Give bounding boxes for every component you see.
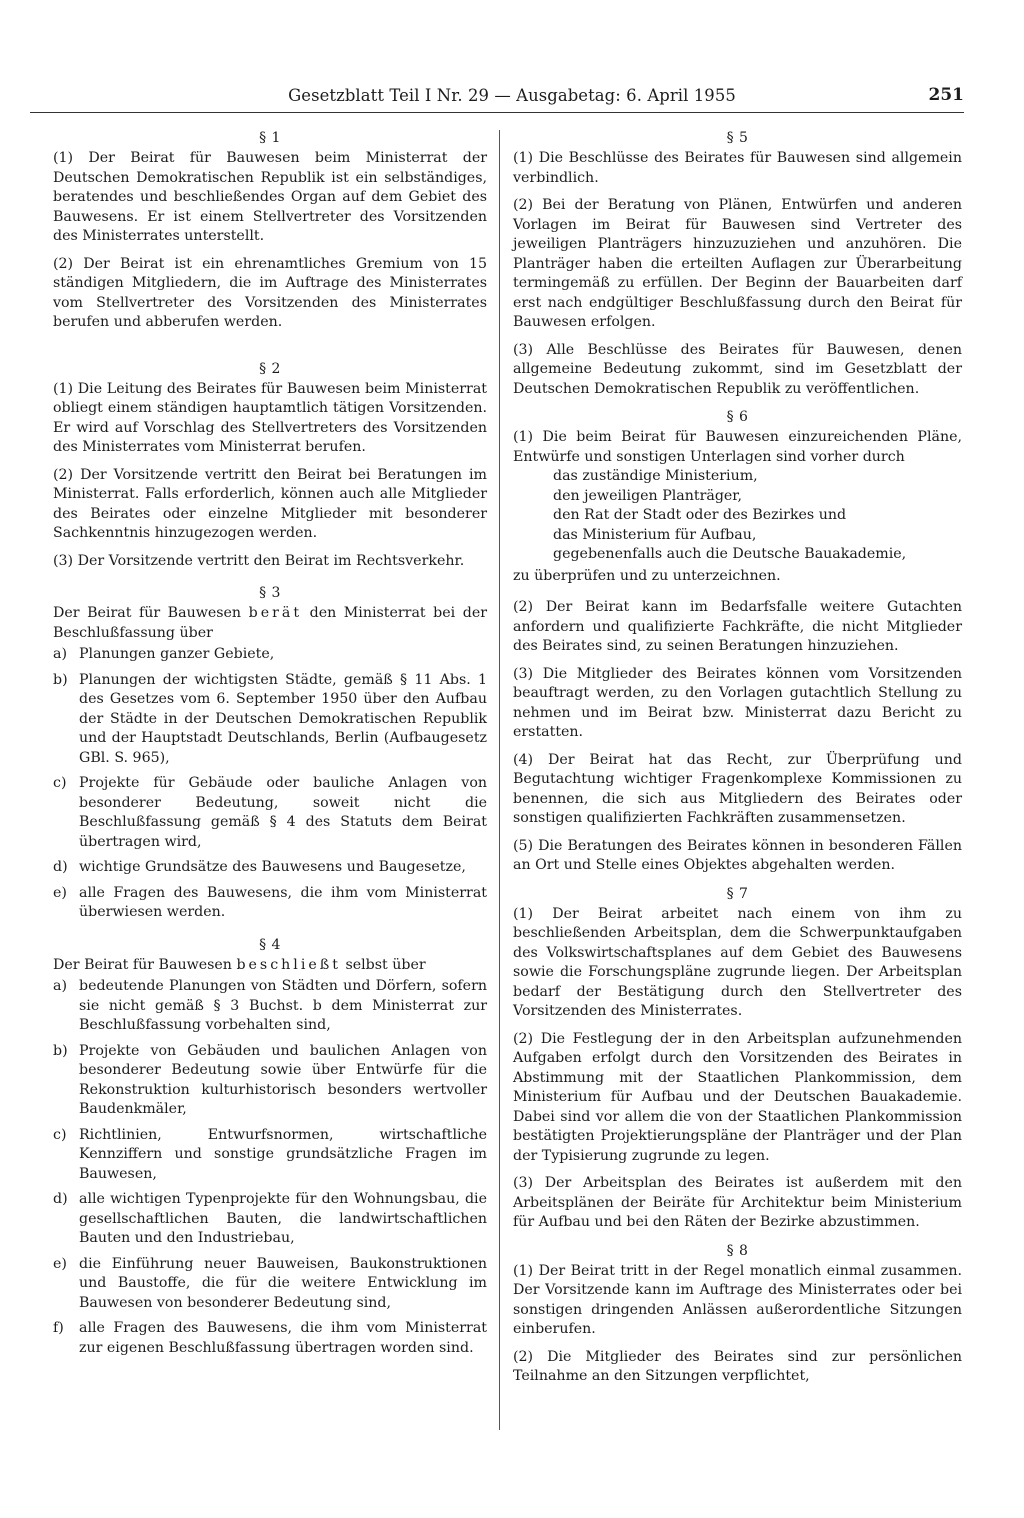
intro-verb: berät bbox=[248, 605, 303, 621]
paragraph: (2) Der Beirat ist ein ehrenamtliches Gremium von 15 ständigen Mitgliedern, die im Auftrage des Ministerrates vom Stellvertreter des Vorsitzenden des Ministerrates berufen und abberufen werden. bbox=[53, 255, 487, 330]
section-intro bbox=[53, 956, 487, 976]
paragraph: (2) Der Beirat kann im Bedarfsfalle weitere Gutachten anfordern und qualifizierte Fachkräfte, die nicht Mitglieder des Beirates sind, zu seinen Beratungen hinzuziehen. bbox=[513, 599, 962, 654]
item-text: Richtlinien, Entwurfsnormen, wirtschaftliche Kennziffern und sonstige grundsätzliche Fragen im Bauwesen, bbox=[79, 1126, 487, 1182]
paragraph: (1) Der Beirat tritt in der Regel monatlich einmal zusammen. Der Vorsitzende kann im Auftrage des Ministerrates oder bei sonstigen dringenden Anlässen außerordentliche Sitzungen einberufen. bbox=[513, 1262, 962, 1337]
paragraph: (4) Der Beirat hat das Recht, zur Überprüfung und Begutachtung wichtiger Fragenkomplexe Kommissionen zu benennen, die sich aus Mitgliedern des Beirates oder sonstigen qualifizierten Fachkräften zusammensetzen. bbox=[513, 751, 962, 826]
list-item: den jeweiligen Planträger, bbox=[553, 487, 743, 504]
intro-verb: beschließt bbox=[236, 956, 341, 973]
item-list bbox=[53, 977, 487, 1358]
item-text: wichtige Grundsätze des Bauwesens und Baugesetze, bbox=[79, 859, 466, 875]
list-item: den Rat der Stadt oder des Bezirkes und bbox=[553, 507, 847, 523]
item-mark: b) bbox=[53, 1042, 68, 1059]
column-divider bbox=[499, 130, 500, 1430]
paragraph: (1) Der Beirat für Bauwesen beim Ministerrat der Deutschen Demokratischen Republik ist ein selbständiges, beratendes und beschließendes Organ auf dem Gebiet des Bauwesens. Er ist einem Stellvertreter des Vorsitzenden des Ministerrates unterstellt. bbox=[53, 150, 487, 244]
list-item bbox=[53, 1255, 487, 1314]
right-column bbox=[513, 128, 962, 1395]
list-item: das Ministerium für Aufbau, bbox=[553, 526, 757, 543]
item-text: alle wichtigen Typenprojekte für den Wohnungsbau, die gesellschaftlichen Bauten, die landwirtschaftlichen Bauten und den Industriebau, bbox=[79, 1191, 487, 1246]
section-3 bbox=[53, 583, 487, 923]
item-mark: c) bbox=[53, 775, 67, 791]
section-7 bbox=[513, 884, 962, 1233]
item-text: Projekte für Gebäude oder bauliche Anlagen von besonderer Bedeutung, soweit nicht die Beschlußfassung gemäß § 4 des Statuts dem Beirat übertragen wird, bbox=[79, 775, 487, 850]
paragraph: (1) Die beim Beirat für Bauwesen einzureichenden Pläne, Entwürfe und sonstigen Unterlagen sind vorher durch bbox=[513, 429, 962, 465]
page-header bbox=[30, 82, 964, 113]
section-heading: § 4 bbox=[259, 936, 281, 953]
section-2 bbox=[53, 359, 487, 572]
list-item bbox=[53, 1126, 487, 1185]
paragraph: (2) Bei der Beratung von Plänen, Entwürfen und anderen Vorlagen im Beirat für Bauwesen sind Vertreter des jeweiligen Planträgers hinzuzuziehen und anzuhören. Die Planträger haben die erteilten Auflagen zur Überarbeitung termingemäß zu erfüllen. Der Beginn der Bauarbeiten darf erst nach endgültiger Beschlußfassung durch den Beirat für Bauwesen erfolgen. bbox=[513, 197, 962, 330]
item-mark: b) bbox=[53, 671, 68, 688]
section-heading: § 1 bbox=[259, 130, 281, 146]
list-item bbox=[53, 858, 487, 878]
item-text: Projekte von Gebäuden und baulichen Anlagen von besonderer Bedeutung sowie über Entwürfe für die Rekonstruktion kulturhistorisch besonders wertvoller Baudenkmäler, bbox=[79, 1042, 487, 1117]
section-1 bbox=[53, 128, 487, 333]
section-heading: § 8 bbox=[726, 1242, 749, 1259]
intro-text: selbst über bbox=[345, 956, 426, 973]
item-text: Planungen der wichtigsten Städte, gemäß § 11 Abs. 1 des Gesetzes vom 6. September 1950 über den Aufbau der Städte in der Deutschen Demokratischen Republik und der Hauptstadt Deutschlands, Berlin (Aufbaugesetz GBl. S. 965), bbox=[79, 671, 487, 766]
paragraph: (1) Der Beirat arbeitet nach einem von ihm zu beschließenden Arbeitsplan, dem die Schwerpunktaufgaben des Volkswirtschaftsplanes auf dem Gebiet des Bauwesens sowie die Forschungspläne zugrunde liegen. Der Arbeitsplan bedarf der Bestätigung durch den Stellvertreter des Vorsitzenden des Ministerrates. bbox=[513, 905, 962, 1019]
section-heading: § 7 bbox=[726, 885, 749, 902]
paragraph: (2) Der Vorsitzende vertritt den Beirat bei Beratungen im Ministerrat. Falls erforderlich, können auch alle Mitglieder des Beirates oder einzelne Mitglieder mit besonderer Sachkenntnis hinzugezogen werden. bbox=[53, 466, 487, 541]
list-item bbox=[53, 977, 487, 1036]
paragraph: zu überprüfen und zu unterzeichnen. bbox=[513, 567, 781, 584]
list-item: gegebenenfalls auch die Deutsche Bauakademie, bbox=[553, 546, 907, 562]
list-item bbox=[53, 671, 487, 769]
section-heading: § 3 bbox=[259, 585, 281, 601]
left-column bbox=[53, 128, 487, 1366]
paragraph: (5) Die Beratungen des Beirates können in besonderen Fällen an Ort und Stelle eines Objektes abgehalten werden. bbox=[513, 837, 962, 873]
paragraph: (3) Die Mitglieder des Beirates können vom Vorsitzenden beauftragt werden, zu den Vorlagen gutachtlich Stellung zu nehmen und im Beirat bzw. Ministerrat dazu Bericht zu erstatten. bbox=[513, 665, 962, 740]
item-mark: f) bbox=[53, 1320, 64, 1336]
item-mark: d) bbox=[53, 1191, 68, 1207]
item-text: Planungen ganzer Gebiete, bbox=[79, 646, 275, 662]
item-text: alle Fragen des Bauwesens, die ihm vom Ministerrat zur eigenen Beschlußfassung übertragen worden sind. bbox=[79, 1320, 487, 1356]
intro-text: Der Beirat für Bauwesen bbox=[53, 605, 242, 621]
header-title: Gesetzblatt Teil I Nr. 29 — Ausgabetag: 6. April 1955 bbox=[288, 86, 736, 105]
item-text: bedeutende Planungen von Städten und Dörfern, sofern sie nicht gemäß § 3 Buchst. b dem Ministerrat zur Beschlußfassung vorbehalten sind, bbox=[79, 978, 487, 1033]
item-mark: a) bbox=[53, 978, 67, 994]
list-item bbox=[53, 884, 487, 923]
item-text: alle Fragen des Bauwesens, die ihm vom Ministerrat überwiesen werden. bbox=[79, 884, 487, 920]
paragraph: (1) Die Leitung des Beirates für Bauwesen beim Ministerrat obliegt einem ständigen hauptamtlich tätigen Vorsitzenden. Er wird auf Vorschlag des Stellvertreters des Vorsitzenden des Ministerrates vom Ministerrat berufen. bbox=[53, 380, 487, 455]
page-number: 251 bbox=[928, 85, 964, 105]
list-item bbox=[53, 774, 487, 852]
paragraph: (2) Die Festlegung der in den Arbeitsplan aufzunehmenden Aufgaben erfolgt durch den Vorsitzenden des Beirates in Abstimmung mit der Staatlichen Plankommission, dem Ministerium für Aufbau und der Deutschen Bauakademie. Dabei sind vor allem die von der Staatlichen Plankommission bestätigten Projektierungspläne der Planträger und der Plan der Typisierung zugrunde zu legen. bbox=[513, 1030, 962, 1164]
paragraph: (2) Die Mitglieder des Beirates sind zur persönlichen Teilnahme an den Sitzungen verpflichtet, bbox=[513, 1348, 962, 1384]
intro-text: den Ministerrat bei der Beschlußfassung über bbox=[53, 605, 488, 641]
item-mark: c) bbox=[53, 1126, 67, 1143]
section-heading: § 2 bbox=[259, 360, 281, 377]
section-5 bbox=[513, 128, 962, 399]
list-item: das zuständige Ministerium, bbox=[553, 468, 758, 484]
list-item bbox=[53, 1190, 487, 1249]
section-4 bbox=[53, 935, 487, 1359]
item-mark: e) bbox=[53, 884, 67, 901]
paragraph: (3) Alle Beschlüsse des Beirates für Bauwesen, denen allgemeine Bedeutung zukommt, sind im Gesetzblatt der Deutschen Demokratischen Republik zu veröffentlichen. bbox=[513, 341, 962, 397]
item-mark: a) bbox=[53, 646, 67, 662]
item-mark: d) bbox=[53, 859, 68, 875]
paragraph: (3) Der Vorsitzende vertritt den Beirat im Rechtsverkehr. bbox=[53, 552, 465, 569]
section-heading: § 6 bbox=[726, 409, 749, 425]
section-intro bbox=[53, 604, 487, 643]
item-text: die Einführung neuer Bauweisen, Baukonstruktionen und Baustoffe, die für die weitere Entwicklung im Bauwesen von besonderer Bedeutung sind, bbox=[79, 1255, 487, 1311]
item-mark: e) bbox=[53, 1255, 67, 1272]
intro-text: Der Beirat für Bauwesen bbox=[53, 956, 232, 973]
list-item bbox=[53, 1042, 487, 1120]
list-item bbox=[53, 1319, 487, 1358]
item-list bbox=[53, 645, 487, 923]
responsible-list bbox=[553, 467, 962, 565]
section-8 bbox=[513, 1241, 962, 1387]
paragraph: (3) Der Arbeitsplan des Beirates ist außerdem mit den Arbeitsplänen der Beiräte für Architektur beim Ministerium für Aufbau und bei den Räten der Bezirke abzustimmen. bbox=[513, 1175, 962, 1230]
list-item bbox=[53, 645, 487, 665]
paragraph: (1) Die Beschlüsse des Beirates für Bauwesen sind allgemein verbindlich. bbox=[513, 150, 962, 186]
section-heading: § 5 bbox=[726, 130, 749, 146]
section-6 bbox=[513, 407, 962, 876]
